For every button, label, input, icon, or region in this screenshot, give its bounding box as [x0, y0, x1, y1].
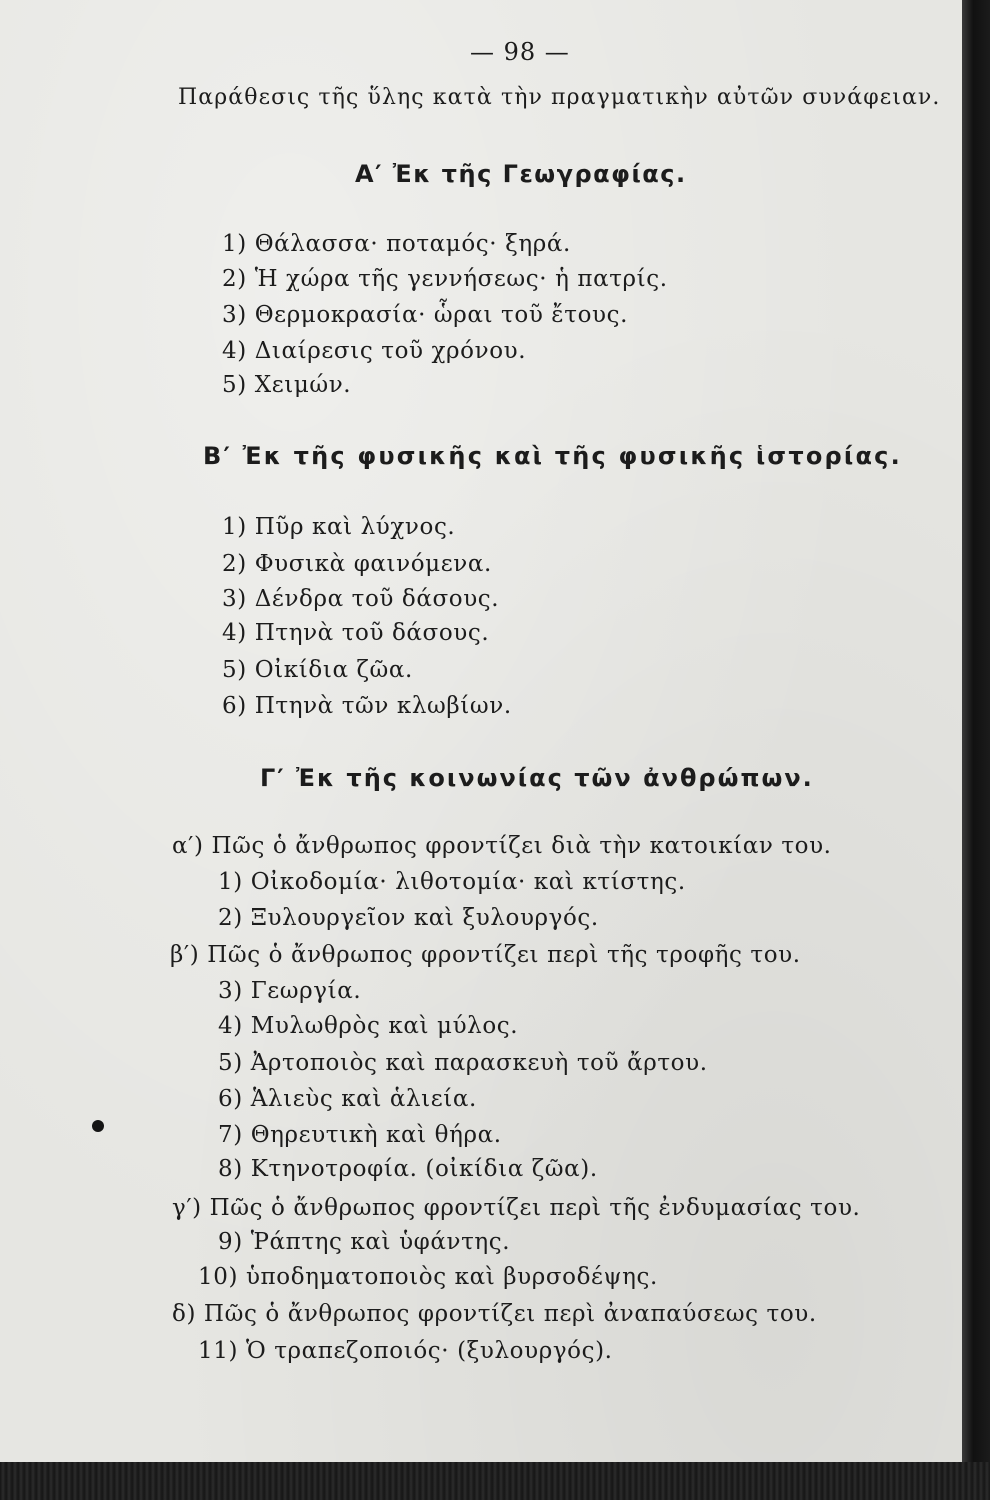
section-b-item: 3) Δένδρα τοῦ δάσους. — [222, 586, 500, 612]
section-c-item: 5) Ἀρτοποιὸς καὶ παρασκευὴ τοῦ ἄρτου. — [218, 1050, 708, 1076]
section-b-item: 4) Πτηνὰ τοῦ δάσους. — [222, 620, 490, 646]
subsection-heading: α′) Πῶς ὁ ἄνθρωπος φροντίζει διὰ τὴν κατοικίαν του. — [172, 833, 832, 859]
section-c-item: 4) Μυλωθρὸς καὶ μύλος. — [218, 1013, 519, 1039]
book-spine-edge — [962, 0, 990, 1500]
section-a-item: 2) Ἡ χώρα τῆς γεννήσεως· ἡ πατρίς. — [222, 266, 668, 292]
section-c-item: 6) Ἁλιεὺς καὶ ἁλιεία. — [218, 1086, 477, 1112]
section-a-item: 5) Χειμών. — [222, 372, 352, 398]
section-c-item: 9) Ῥάπτης καὶ ὑφάντης. — [218, 1229, 511, 1255]
page-number: — 98 — — [470, 38, 570, 66]
section-b-item: 5) Οἰκίδια ζῶα. — [222, 657, 413, 683]
section-c-heading: Γ′ Ἐκ τῆς κοινωνίας τῶν ἀνθρώπων. — [260, 764, 814, 792]
section-a-item: 1) Θάλασσα· ποταμός· ξηρά. — [222, 231, 571, 257]
section-a-item: 4) Διαίρεσις τοῦ χρόνου. — [222, 338, 527, 364]
section-a-item: 3) Θερμοκρασία· ὧραι τοῦ ἔτους. — [222, 302, 628, 328]
section-c-item: 8) Κτηνοτροφία. (οἰκίδια ζῶα). — [218, 1156, 598, 1182]
subsection-heading: δ) Πῶς ὁ ἄνθρωπος φροντίζει περὶ ἀναπαύσεως του. — [172, 1301, 817, 1327]
section-c-item: 10) ὑποδηματοποιὸς καὶ βυρσοδέψης. — [198, 1264, 658, 1290]
section-c-item: 7) Θηρευτικὴ καὶ θήρα. — [218, 1122, 502, 1148]
section-b-item: 2) Φυσικὰ φαινόμενα. — [222, 551, 492, 577]
section-c-item: 11) Ὁ τραπεζοποιός· (ξυλουργός). — [198, 1338, 613, 1364]
section-b-heading: Β′ Ἐκ τῆς φυσικῆς καὶ τῆς φυσικῆς ἱστορίας. — [203, 442, 902, 470]
intro-line: Παράθεσις τῆς ὕλης κατὰ τὴν πραγματικὴν αὐτῶν συνάφειαν. — [178, 85, 941, 110]
section-b-item: 1) Πῦρ καὶ λύχνος. — [222, 514, 456, 540]
book-bottom-edge — [0, 1462, 990, 1500]
subsection-heading: β′) Πῶς ὁ ἄνθρωπος φροντίζει περὶ τῆς τροφῆς του. — [170, 942, 801, 968]
subsection-heading: γ′) Πῶς ὁ ἄνθρωπος φροντίζει περὶ τῆς ἐνδυμασίας του. — [172, 1195, 861, 1221]
section-c-item: 3) Γεωργία. — [218, 978, 362, 1004]
ink-blot-mark — [92, 1120, 104, 1132]
section-c-item: 1) Οἰκοδομία· λιθοτομία· καὶ κτίστης. — [218, 869, 686, 895]
section-c-item: 2) Ξυλουργεῖον καὶ ξυλουργός. — [218, 905, 599, 931]
section-a-heading: Α′ Ἐκ τῆς Γεωγραφίας. — [355, 160, 687, 188]
section-b-item: 6) Πτηνὰ τῶν κλωβίων. — [222, 693, 512, 719]
